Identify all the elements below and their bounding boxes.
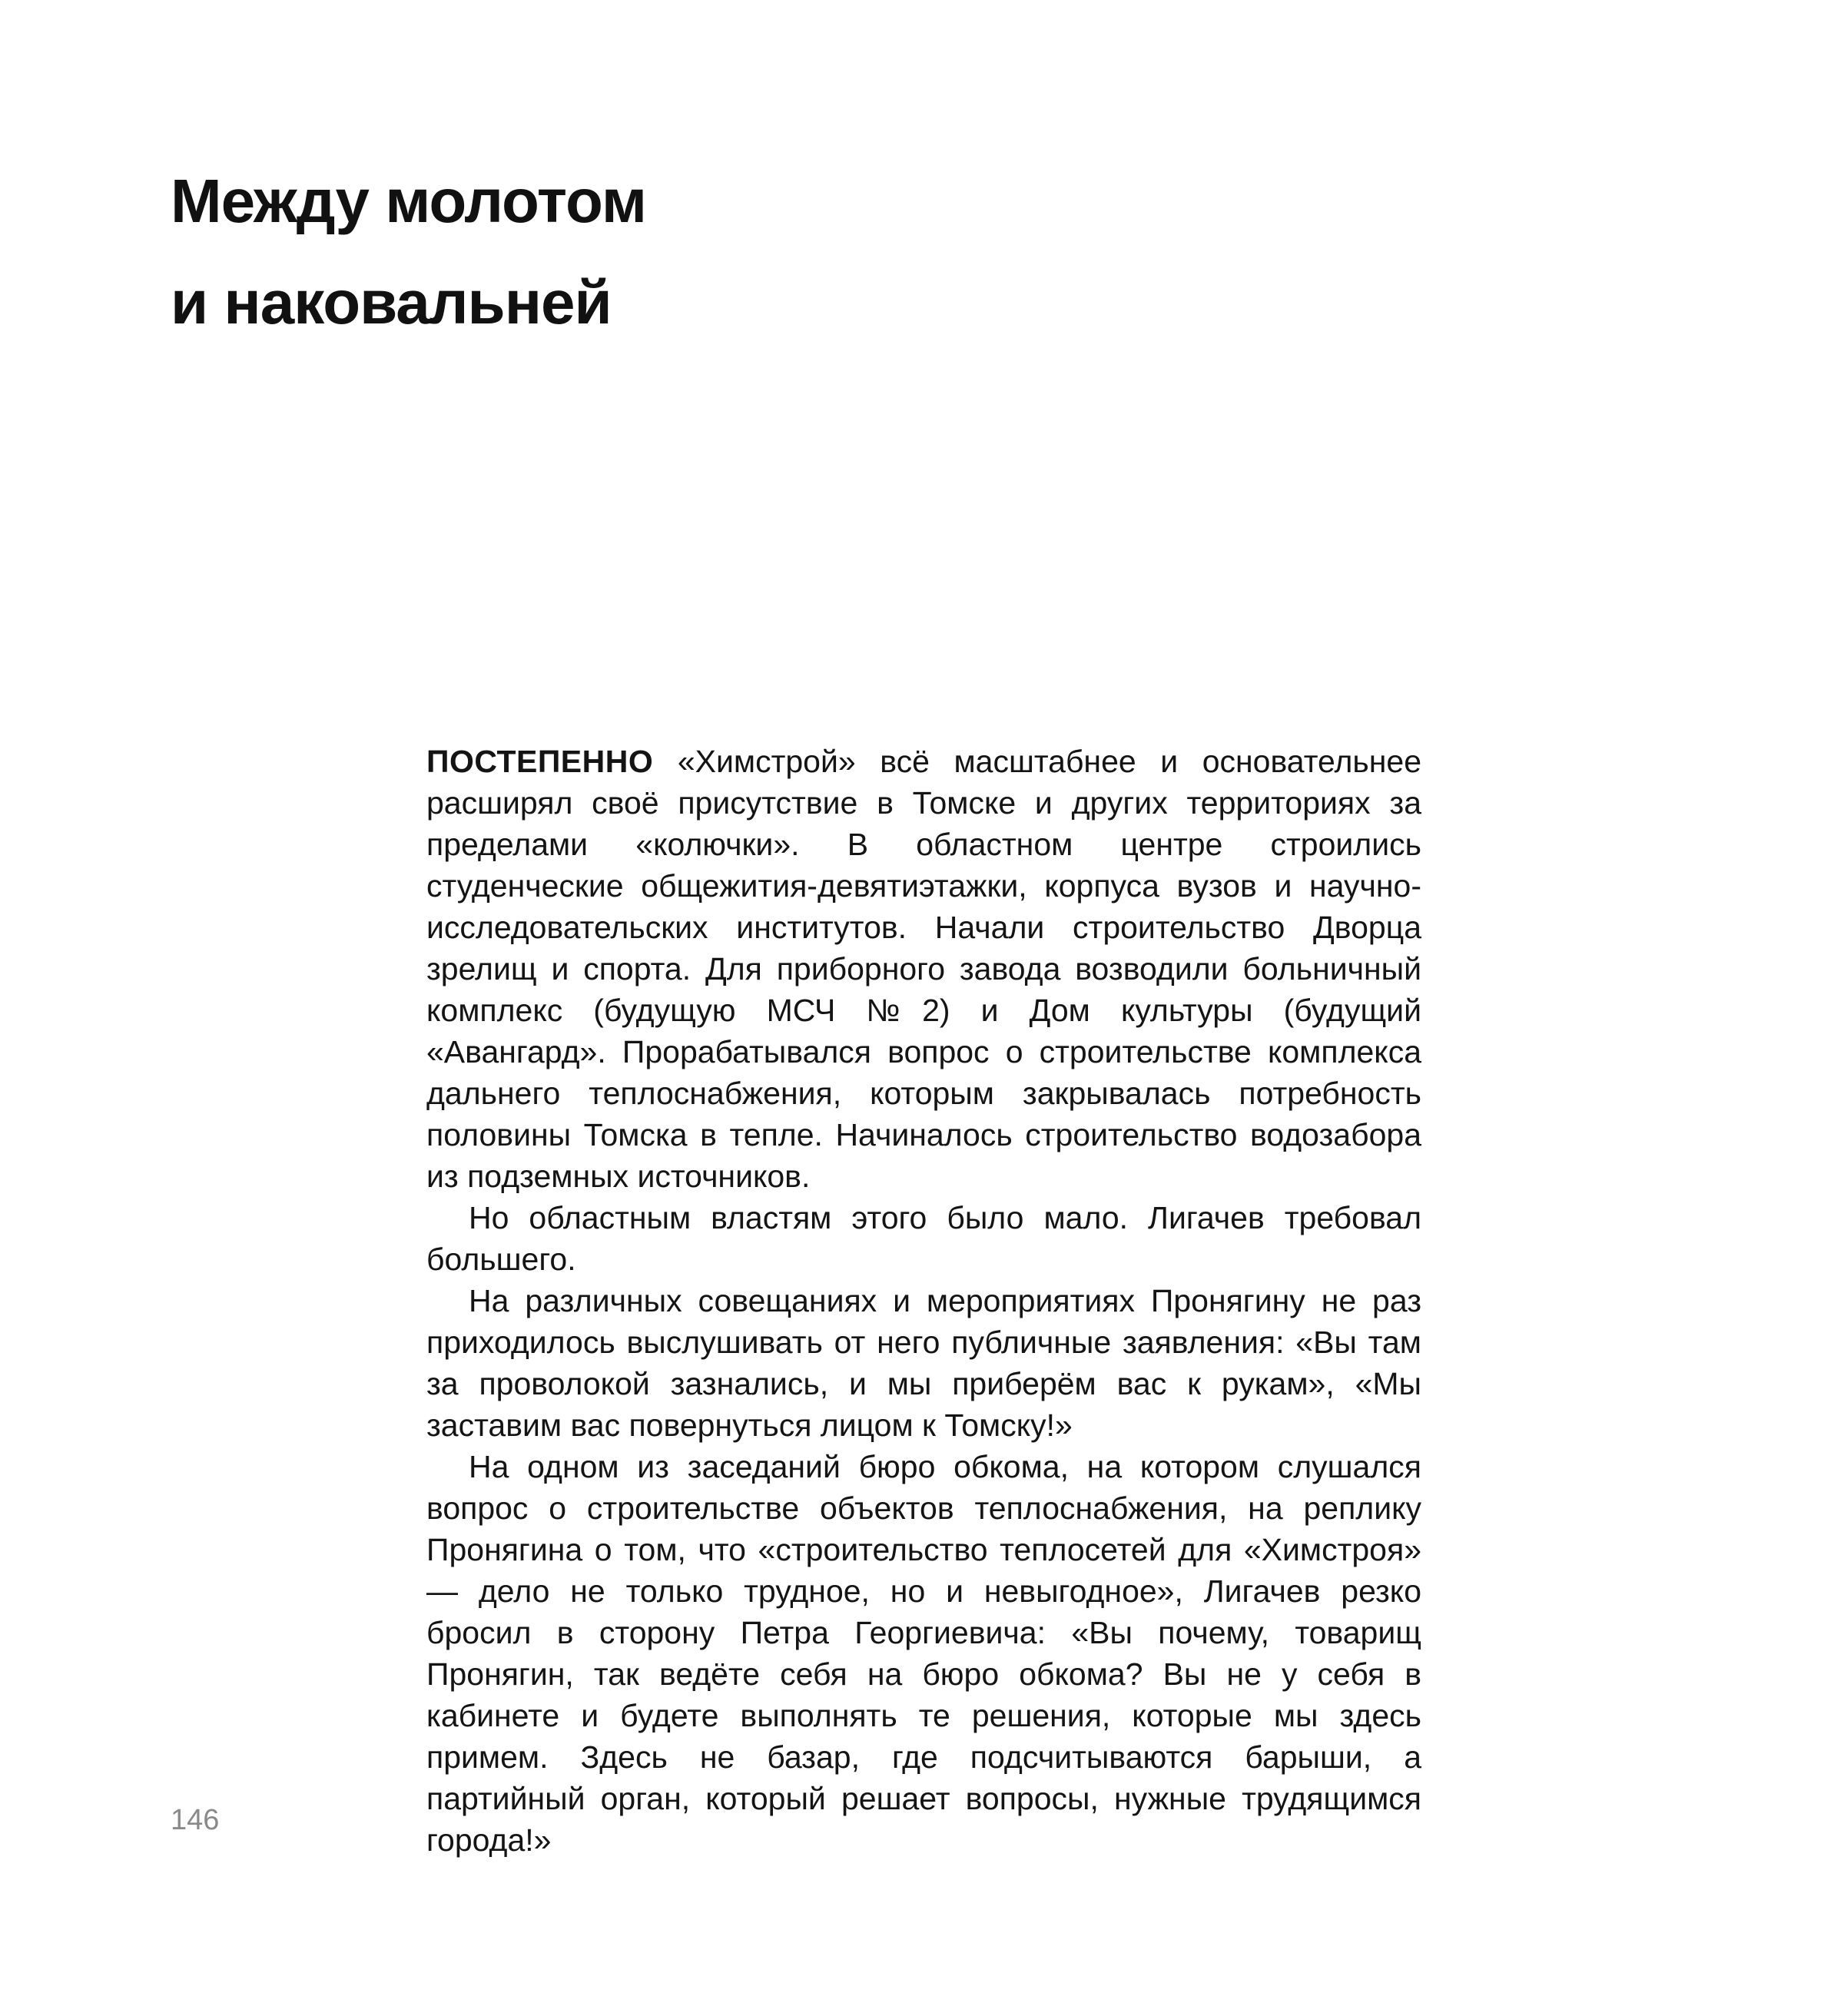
paragraph-3: На различных совещаниях и мероприятиях Пронягину не раз приходилось выслушивать от него публичные заявления: «Вы там за проволокой зазнались, и мы приберём вас к рукам», «Мы заставим вас повернуться лицом к Томску!» bbox=[426, 1283, 1421, 1443]
chapter-title-line-2: и наковальней bbox=[171, 268, 612, 337]
body-text bbox=[426, 741, 1421, 1861]
lead-word: ПОСТЕПЕННО bbox=[426, 744, 654, 779]
paragraph-2: Но областным властям этого было мало. Лигачев требовал большего. bbox=[426, 1200, 1421, 1277]
paragraph-1 bbox=[426, 741, 1421, 1197]
page-number: 146 bbox=[171, 1804, 220, 1836]
chapter-title bbox=[171, 151, 1093, 353]
chapter-title-line-1: Между молотом bbox=[171, 167, 647, 235]
paragraph-4: На одном из заседаний бюро обкома, на котором слушался вопрос о строительстве объектов теплоснабжения, на реплику Пронягина о том, что «строительство теплосетей для «Химстроя» — дело не только трудное, но и невыгодное», Лигачев резко бросил в сторону Петра Георгиевича: «Вы почему, товарищ Пронягин, так ведёте себя на бюро обкома? Вы не у себя в кабинете и будете выполнять те решения, которые мы здесь примем. Здесь не базар, где подсчитываются барыши, а партийный орган, который решает вопросы, нужные трудящимся города!» bbox=[426, 1449, 1421, 1858]
paragraph-1-text: «Химстрой» всё масштабнее и основательнее расширял своё присутствие в Томске и других территориях за пределами «колючки». В областном центре строились студенческие общежития-девятиэтажки, корпуса вузов и научно-исследовательских институтов. Начали строительство Дворца зрелищ и спорта. Для приборного завода возводили больничный комплекс (будущую МСЧ №2) и Дом культуры (будущий «Авангард». Прорабатывался вопрос о строительстве комплекса дальнего теплоснабжения, которым закрывалась потребность половины Томска в тепле. Начиналось строительство водозабора из подземных источников. bbox=[426, 744, 1421, 1194]
